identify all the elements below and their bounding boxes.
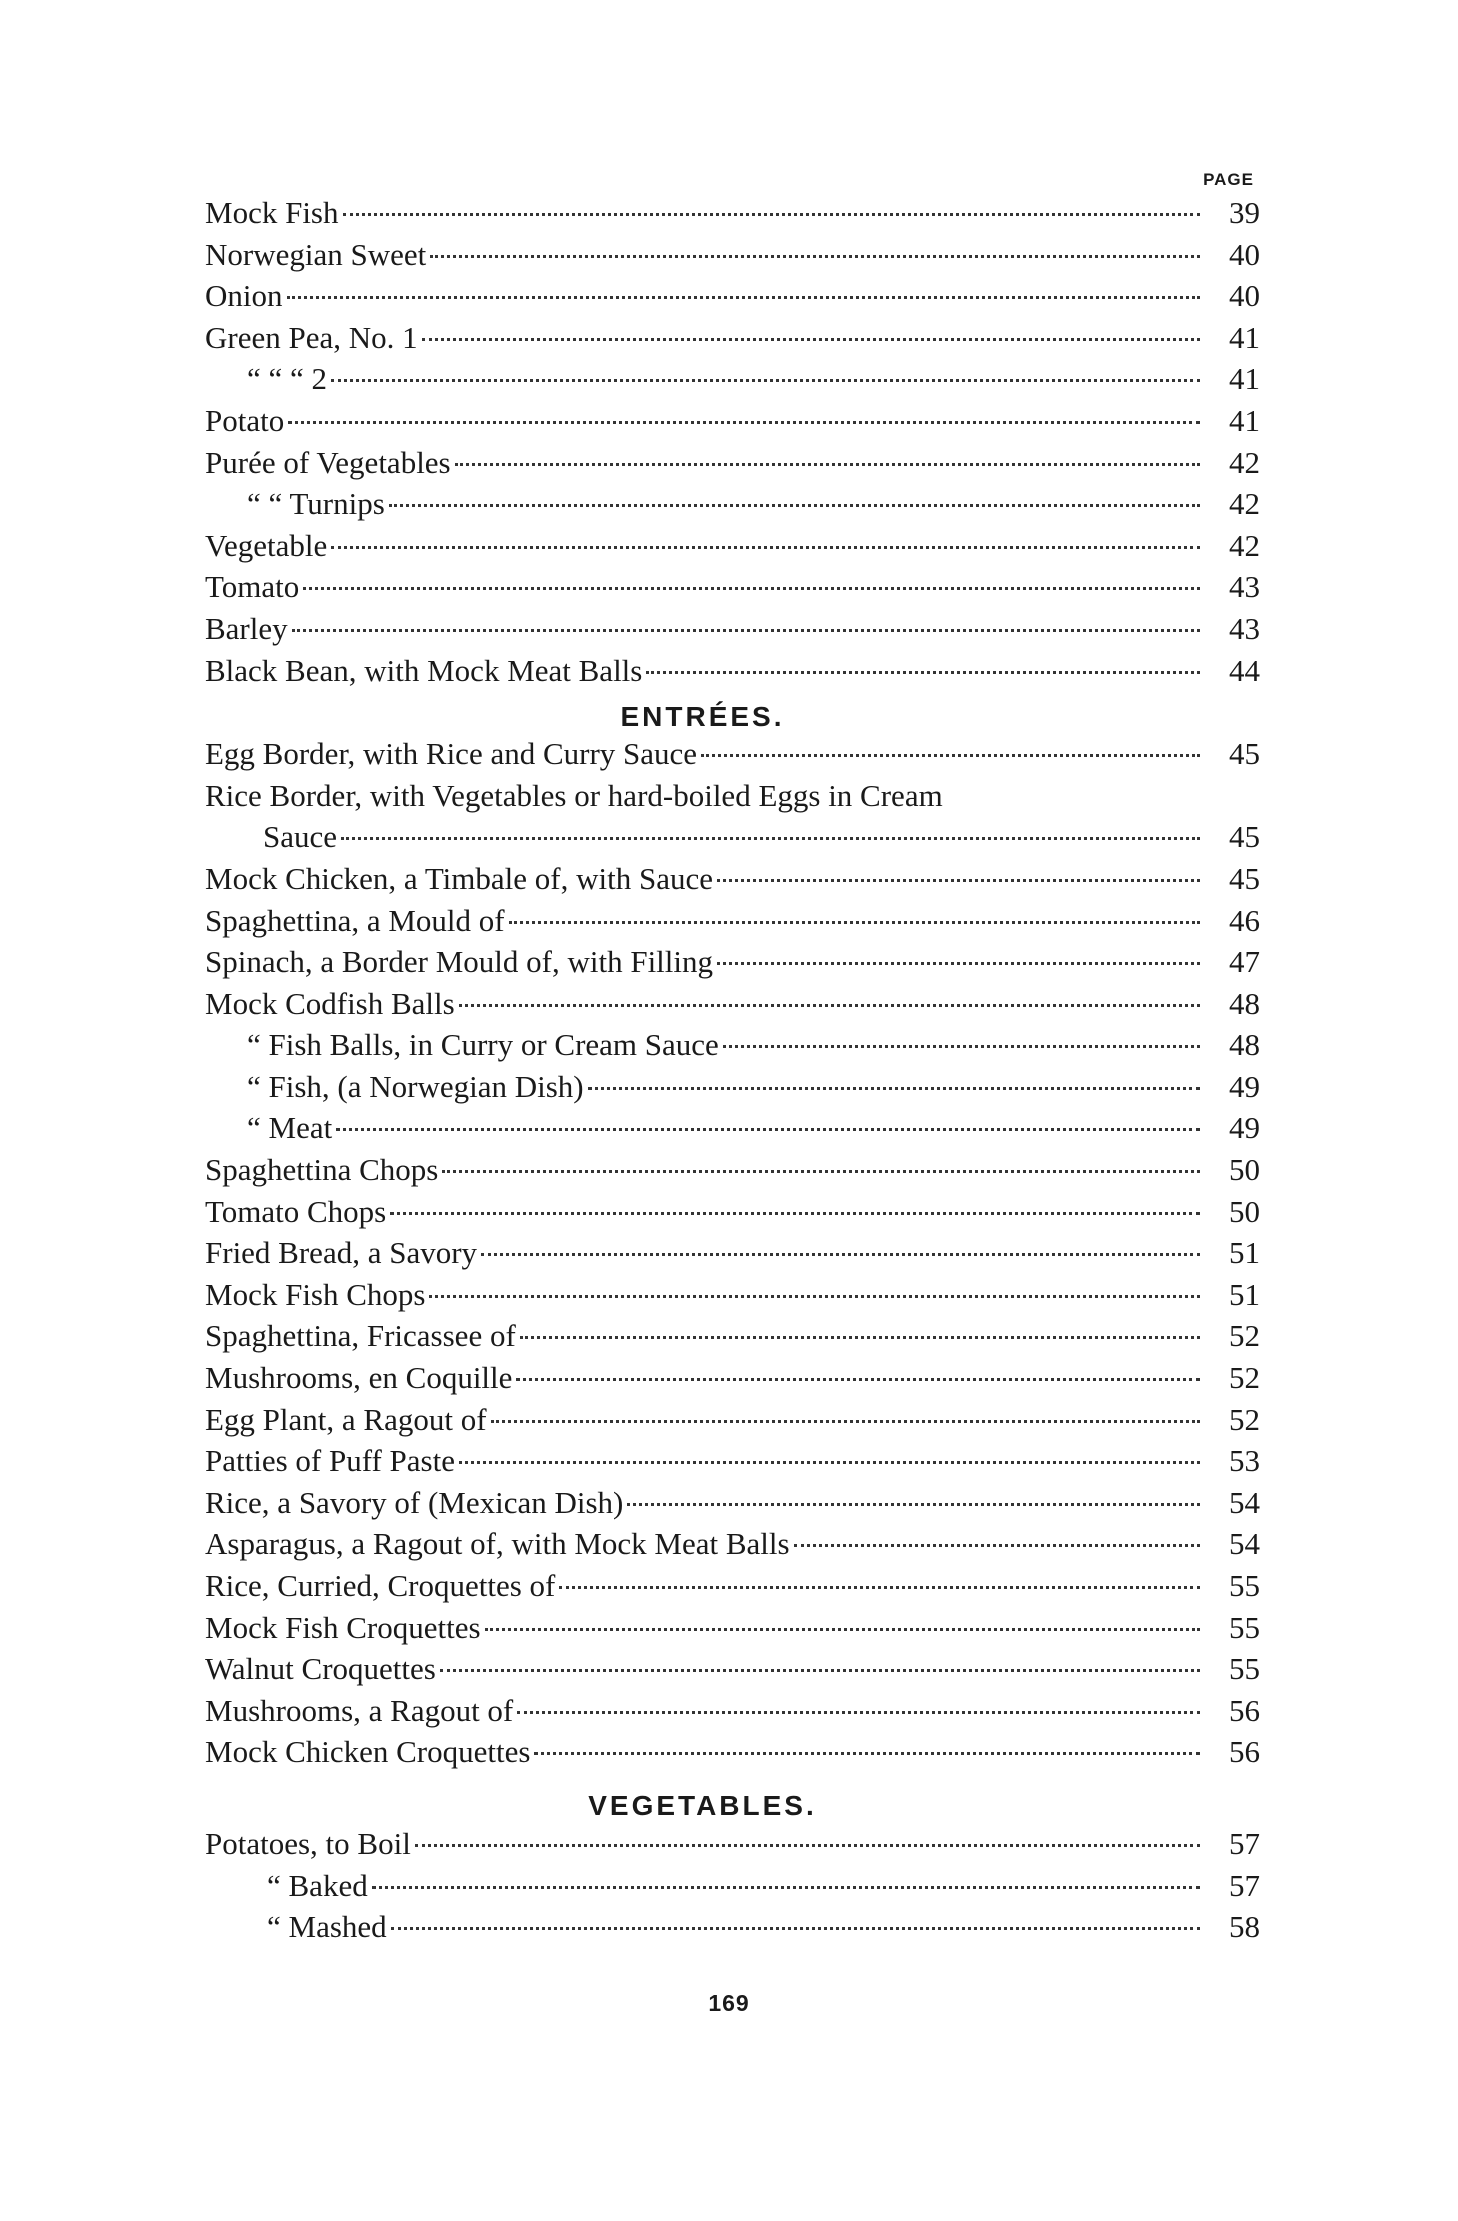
toc-entry-page: 56 (1229, 1734, 1260, 1770)
leader-dots (509, 921, 1200, 924)
toc-entry-title: Fried Bread, a Savory (205, 1235, 478, 1271)
toc-entry-page: 57 (1229, 1867, 1260, 1903)
entrees-first (205, 733, 1260, 775)
toc-entry (205, 900, 1260, 942)
toc-entry-title: Barley (205, 610, 288, 646)
toc-entry (205, 1690, 1260, 1732)
leader-dots (794, 1544, 1200, 1547)
toc-entry-title: “ Mashed (267, 1909, 387, 1945)
leader-dots (481, 1253, 1200, 1256)
toc-entry (205, 192, 1260, 234)
toc-entry-title: Spaghettina, Fricassee of (205, 1318, 516, 1354)
toc-entry (205, 1482, 1260, 1524)
leader-dots (442, 1170, 1200, 1173)
toc-entry (205, 317, 1260, 359)
toc-entry-title: Mock Chicken Croquettes (205, 1734, 531, 1770)
toc-entry-wrapped (205, 775, 1260, 817)
toc-entry (205, 1024, 1260, 1066)
toc-entry (205, 1648, 1260, 1690)
leader-dots (520, 1336, 1200, 1339)
toc-entry (205, 275, 1260, 317)
toc-entry-page: 46 (1229, 902, 1260, 938)
toc-entry (205, 1823, 1260, 1865)
toc-entry (205, 358, 1260, 400)
toc-entry-title: Egg Plant, a Ragout of (205, 1401, 487, 1437)
toc-entry (205, 1440, 1260, 1482)
toc-entry-title-line1: Rice Border, with Vegetables or hard-boiled Eggs in Cream (205, 777, 943, 813)
entrees-rest (205, 858, 1260, 1773)
leader-dots (459, 1004, 1200, 1007)
vegetables-list (205, 1823, 1260, 1948)
leader-dots (391, 1927, 1200, 1930)
toc-entry-page: 55 (1229, 1568, 1260, 1603)
toc-entry-title: Mock Fish Croquettes (205, 1609, 481, 1645)
toc-entry-page: 47 (1229, 944, 1260, 980)
toc-entry (205, 608, 1260, 650)
toc-entry-page: 44 (1229, 652, 1260, 688)
toc-entry-title: Potatoes, to Boil (205, 1825, 411, 1861)
toc-entry-page: 43 (1229, 610, 1260, 646)
leader-dots (429, 1295, 1200, 1298)
toc-entry-title: “ “ Turnips (247, 486, 385, 522)
toc-entry-page: 45 (1229, 860, 1260, 896)
toc-entry-title: Potato (205, 402, 285, 438)
leader-dots (588, 1087, 1200, 1090)
entrees-heading: ENTRÉES. (620, 701, 785, 733)
toc-entry (205, 1274, 1260, 1316)
toc-entry-page: 41 (1229, 361, 1260, 397)
toc-entry-page: 49 (1229, 1110, 1260, 1146)
toc-entry (205, 1865, 1260, 1907)
toc-entry-page: 57 (1229, 1825, 1260, 1861)
soups-list (205, 192, 1260, 691)
leader-dots (717, 962, 1200, 965)
page-number: 169 (708, 1990, 750, 2016)
toc-entry (205, 1107, 1260, 1149)
toc-entry (205, 1191, 1260, 1233)
leader-dots (491, 1420, 1200, 1423)
toc-entry (205, 983, 1260, 1025)
toc-entry-title: Spaghettina, a Mould of (205, 902, 505, 938)
leader-dots (336, 1128, 1200, 1131)
leader-dots (455, 463, 1200, 466)
toc-entry (205, 1607, 1260, 1649)
toc-entry (205, 1565, 1260, 1607)
leader-dots (389, 504, 1200, 507)
toc-entry-page: 56 (1229, 1692, 1260, 1728)
toc-entry (205, 1315, 1260, 1357)
leader-dots (415, 1844, 1200, 1847)
toc-entry-title: Mock Fish (205, 195, 339, 230)
leader-dots (516, 1378, 1200, 1381)
toc-entry-page: 55 (1229, 1651, 1260, 1687)
contents-page (205, 168, 1260, 1948)
toc-entry-title: Mushrooms, a Ragout of (205, 1692, 514, 1728)
toc-entry (205, 483, 1260, 525)
leader-dots (372, 1886, 1200, 1889)
toc-entry-page: 51 (1229, 1276, 1260, 1312)
leader-dots (287, 296, 1201, 299)
toc-entry-title: “ Fish Balls, in Curry or Cream Sauce (247, 1027, 719, 1063)
toc-entry (205, 1066, 1260, 1108)
leader-dots (341, 837, 1200, 840)
leader-dots (459, 1461, 1200, 1464)
toc-entry (205, 1731, 1260, 1773)
leader-dots (343, 213, 1201, 216)
toc-entry-title: Norwegian Sweet (205, 236, 427, 272)
toc-entry (205, 234, 1260, 276)
toc-entry-title: “ Fish, (a Norwegian Dish) (247, 1068, 584, 1104)
toc-entry (205, 442, 1260, 484)
leader-dots (701, 754, 1200, 757)
leader-dots (422, 338, 1200, 341)
toc-entry-title: Mock Fish Chops (205, 1276, 426, 1312)
toc-entry-title: Egg Border, with Rice and Curry Sauce (205, 736, 698, 772)
toc-entry-title: “ “ “ 2 (247, 361, 328, 397)
toc-entry-title: Mock Codfish Balls (205, 985, 455, 1021)
toc-entry-title: Onion (205, 278, 283, 314)
toc-entry-wrapped-cont (205, 816, 1260, 858)
leader-dots (331, 379, 1200, 382)
toc-entry-title: Mushrooms, en Coquille (205, 1360, 513, 1396)
toc-entry (205, 1357, 1260, 1399)
toc-entry (205, 566, 1260, 608)
toc-entry-page: 45 (1229, 819, 1260, 855)
toc-entry-title: Vegetable (205, 527, 328, 563)
toc-entry-page: 41 (1229, 402, 1260, 438)
toc-entry-title: Purée of Vegetables (205, 444, 451, 480)
toc-entry-title: Rice, Curried, Croquettes of (205, 1568, 556, 1603)
toc-entry-title: Spaghettina Chops (205, 1152, 439, 1188)
toc-entry-page: 50 (1229, 1193, 1260, 1229)
toc-entry (205, 400, 1260, 442)
toc-entry-page: 58 (1229, 1909, 1260, 1945)
toc-entry-page: 41 (1229, 319, 1260, 355)
toc-entry-page: 53 (1229, 1443, 1260, 1479)
toc-entry-title: Patties of Puff Paste (205, 1443, 455, 1479)
toc-entry-page: 42 (1229, 486, 1260, 522)
toc-entry (205, 941, 1260, 983)
toc-entry-page: 52 (1229, 1401, 1260, 1437)
leader-dots (717, 879, 1200, 882)
toc-entry-page: 54 (1229, 1526, 1260, 1562)
toc-entry-page: 40 (1229, 278, 1260, 314)
toc-entry-page: 42 (1229, 444, 1260, 480)
toc-entry-title: Mock Chicken, a Timbale of, with Sauce (205, 860, 713, 896)
toc-entry-title: Tomato (205, 569, 300, 605)
leader-dots (559, 1586, 1200, 1589)
leader-dots (331, 546, 1200, 549)
toc-entry-page: 52 (1229, 1318, 1260, 1354)
toc-entry (205, 525, 1260, 567)
toc-entry (205, 1232, 1260, 1274)
leader-dots (303, 587, 1200, 590)
toc-entry (205, 1523, 1260, 1565)
toc-entry (205, 1399, 1260, 1441)
toc-entry-page: 48 (1229, 1027, 1260, 1063)
leader-dots (288, 421, 1200, 424)
toc-entry-page: 51 (1229, 1235, 1260, 1271)
leader-dots (723, 1045, 1200, 1048)
toc-entry-page: 52 (1229, 1360, 1260, 1396)
leader-dots (292, 629, 1200, 632)
leader-dots (534, 1752, 1200, 1755)
toc-entry (205, 858, 1260, 900)
leader-dots (646, 671, 1200, 674)
toc-entry-title: Spinach, a Border Mould of, with Filling (205, 944, 714, 980)
toc-entry-page: 39 (1229, 195, 1260, 230)
toc-entry-page: 49 (1229, 1068, 1260, 1104)
toc-entry-title: Black Bean, with Mock Meat Balls (205, 652, 643, 688)
toc-entry-page: 42 (1229, 527, 1260, 563)
toc-entry-title-line2: Sauce (263, 819, 338, 855)
toc-entry-title: Green Pea, No. 1 (205, 319, 418, 355)
toc-entry-page: 50 (1229, 1152, 1260, 1188)
toc-entry-title: Rice, a Savory of (Mexican Dish) (205, 1484, 624, 1520)
toc-entry-page: 43 (1229, 569, 1260, 605)
toc-entry (205, 1149, 1260, 1191)
leader-dots (440, 1669, 1200, 1672)
toc-entry (205, 650, 1260, 692)
toc-entry-title: Walnut Croquettes (205, 1651, 436, 1687)
leader-dots (517, 1711, 1200, 1714)
toc-entry (205, 733, 1260, 775)
toc-entry-page: 40 (1229, 236, 1260, 272)
toc-entry-title: “ Baked (267, 1867, 368, 1903)
toc-entry-title: “ Meat (247, 1110, 333, 1146)
page-column-label: PAGE (1203, 170, 1254, 189)
vegetables-heading: VEGETABLES. (588, 1789, 817, 1821)
toc-entry (205, 1906, 1260, 1948)
leader-dots (627, 1503, 1200, 1506)
leader-dots (485, 1628, 1200, 1631)
toc-entry-page: 55 (1229, 1609, 1260, 1645)
toc-entry-title: Tomato Chops (205, 1193, 387, 1229)
toc-entry-page: 45 (1229, 736, 1260, 772)
leader-dots (430, 255, 1200, 258)
toc-entry-page: 48 (1229, 985, 1260, 1021)
entrees-list (205, 733, 1260, 1773)
leader-dots (390, 1212, 1200, 1215)
toc-entry-page: 54 (1229, 1484, 1260, 1520)
toc-entry-title: Asparagus, a Ragout of, with Mock Meat Balls (205, 1526, 790, 1562)
